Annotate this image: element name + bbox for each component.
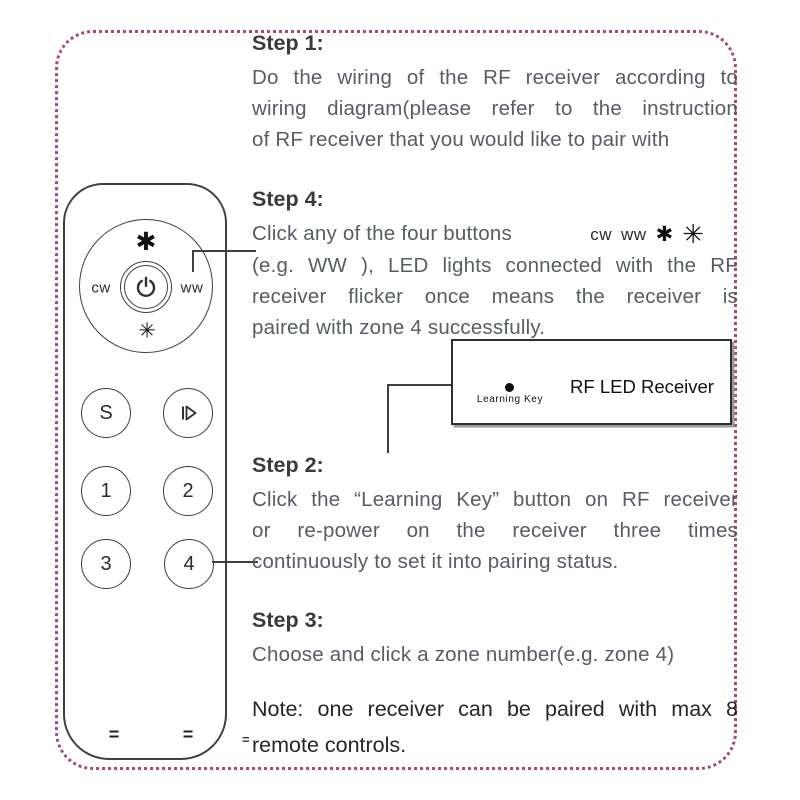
power-button	[120, 261, 172, 313]
ww-callout-vertical-line	[192, 250, 194, 272]
ww-label: ww	[180, 279, 204, 297]
step2-line: Click the “Learning Key” button on RF receiver	[252, 488, 738, 511]
step1-line: Do the wiring of the RF receiver according to	[252, 66, 738, 89]
zone-1-label: 1	[100, 479, 112, 502]
zone-2-label: 2	[182, 479, 194, 502]
step3-heading: Step 3:	[252, 608, 324, 632]
step3-line: Choose and click a zone number(e.g. zone 4)	[252, 643, 675, 666]
zone-2-button	[163, 466, 213, 516]
brightness-down-symbol: ✳	[682, 219, 704, 249]
zone-3-label: 3	[100, 552, 112, 575]
step4-intro-text: Click any of the four buttons	[252, 222, 512, 245]
remote-dial-ring	[79, 219, 213, 353]
step2-line: continuously to set it into pairing status.	[252, 550, 619, 573]
cw-label: cw	[91, 279, 111, 297]
learning-key-callout-vertical-line	[387, 384, 389, 453]
stray-print-mark: =	[242, 732, 250, 747]
receiver-title: RF LED Receiver	[570, 376, 714, 397]
step2-section	[252, 453, 738, 577]
step1-section	[252, 31, 738, 155]
s-button-label: S	[99, 401, 113, 424]
step1-line: of RF receiver that you would like to pair with	[252, 128, 670, 151]
learning-key-button-dot	[505, 383, 514, 392]
zone-3-button	[81, 539, 131, 589]
step2-heading: Step 2:	[252, 453, 324, 477]
learning-key-label: Learning Key	[476, 394, 544, 405]
battery-contact-mark: =	[182, 724, 194, 745]
step2-line: or re-power on the receiver three times	[252, 519, 738, 542]
remote-control-illustration	[63, 183, 227, 760]
play-button	[163, 388, 213, 438]
zone-1-button	[81, 466, 131, 516]
ww-callout-horizontal-line	[192, 250, 256, 252]
step4-section	[252, 187, 738, 343]
play-icon	[176, 401, 200, 425]
s-button	[81, 388, 131, 438]
brightness-up-symbol: ✱	[655, 223, 674, 246]
cw-symbol: cw	[590, 225, 613, 244]
step1-heading: Step 1:	[252, 31, 324, 55]
step4-heading: Step 4:	[252, 187, 324, 211]
power-button-ring	[124, 265, 168, 309]
rf-receiver-illustration	[451, 339, 732, 425]
step4-intro-row	[252, 218, 738, 250]
step3-section	[252, 608, 738, 670]
note-line: Note: one receiver can be paired with max 8	[252, 697, 738, 721]
power-icon	[133, 274, 159, 300]
zone-4-label: 4	[183, 552, 195, 575]
step1-line: wiring diagram(please refer to the instruction	[252, 97, 738, 120]
step4-line: receiver flicker once means the receiver is	[252, 285, 738, 308]
note-line: remote controls.	[252, 733, 407, 757]
ww-symbol: ww	[621, 225, 647, 244]
brightness-down-icon: ✳	[138, 319, 156, 343]
brightness-up-icon: ✱	[135, 228, 157, 256]
step4-button-symbols	[590, 219, 738, 250]
step4-line: (e.g. WW ), LED lights connected with the RF	[252, 254, 738, 277]
step4-line: paired with zone 4 successfully.	[252, 316, 546, 339]
note-section	[252, 691, 738, 763]
battery-contact-mark: =	[108, 724, 120, 745]
zone-4-button	[164, 539, 214, 589]
